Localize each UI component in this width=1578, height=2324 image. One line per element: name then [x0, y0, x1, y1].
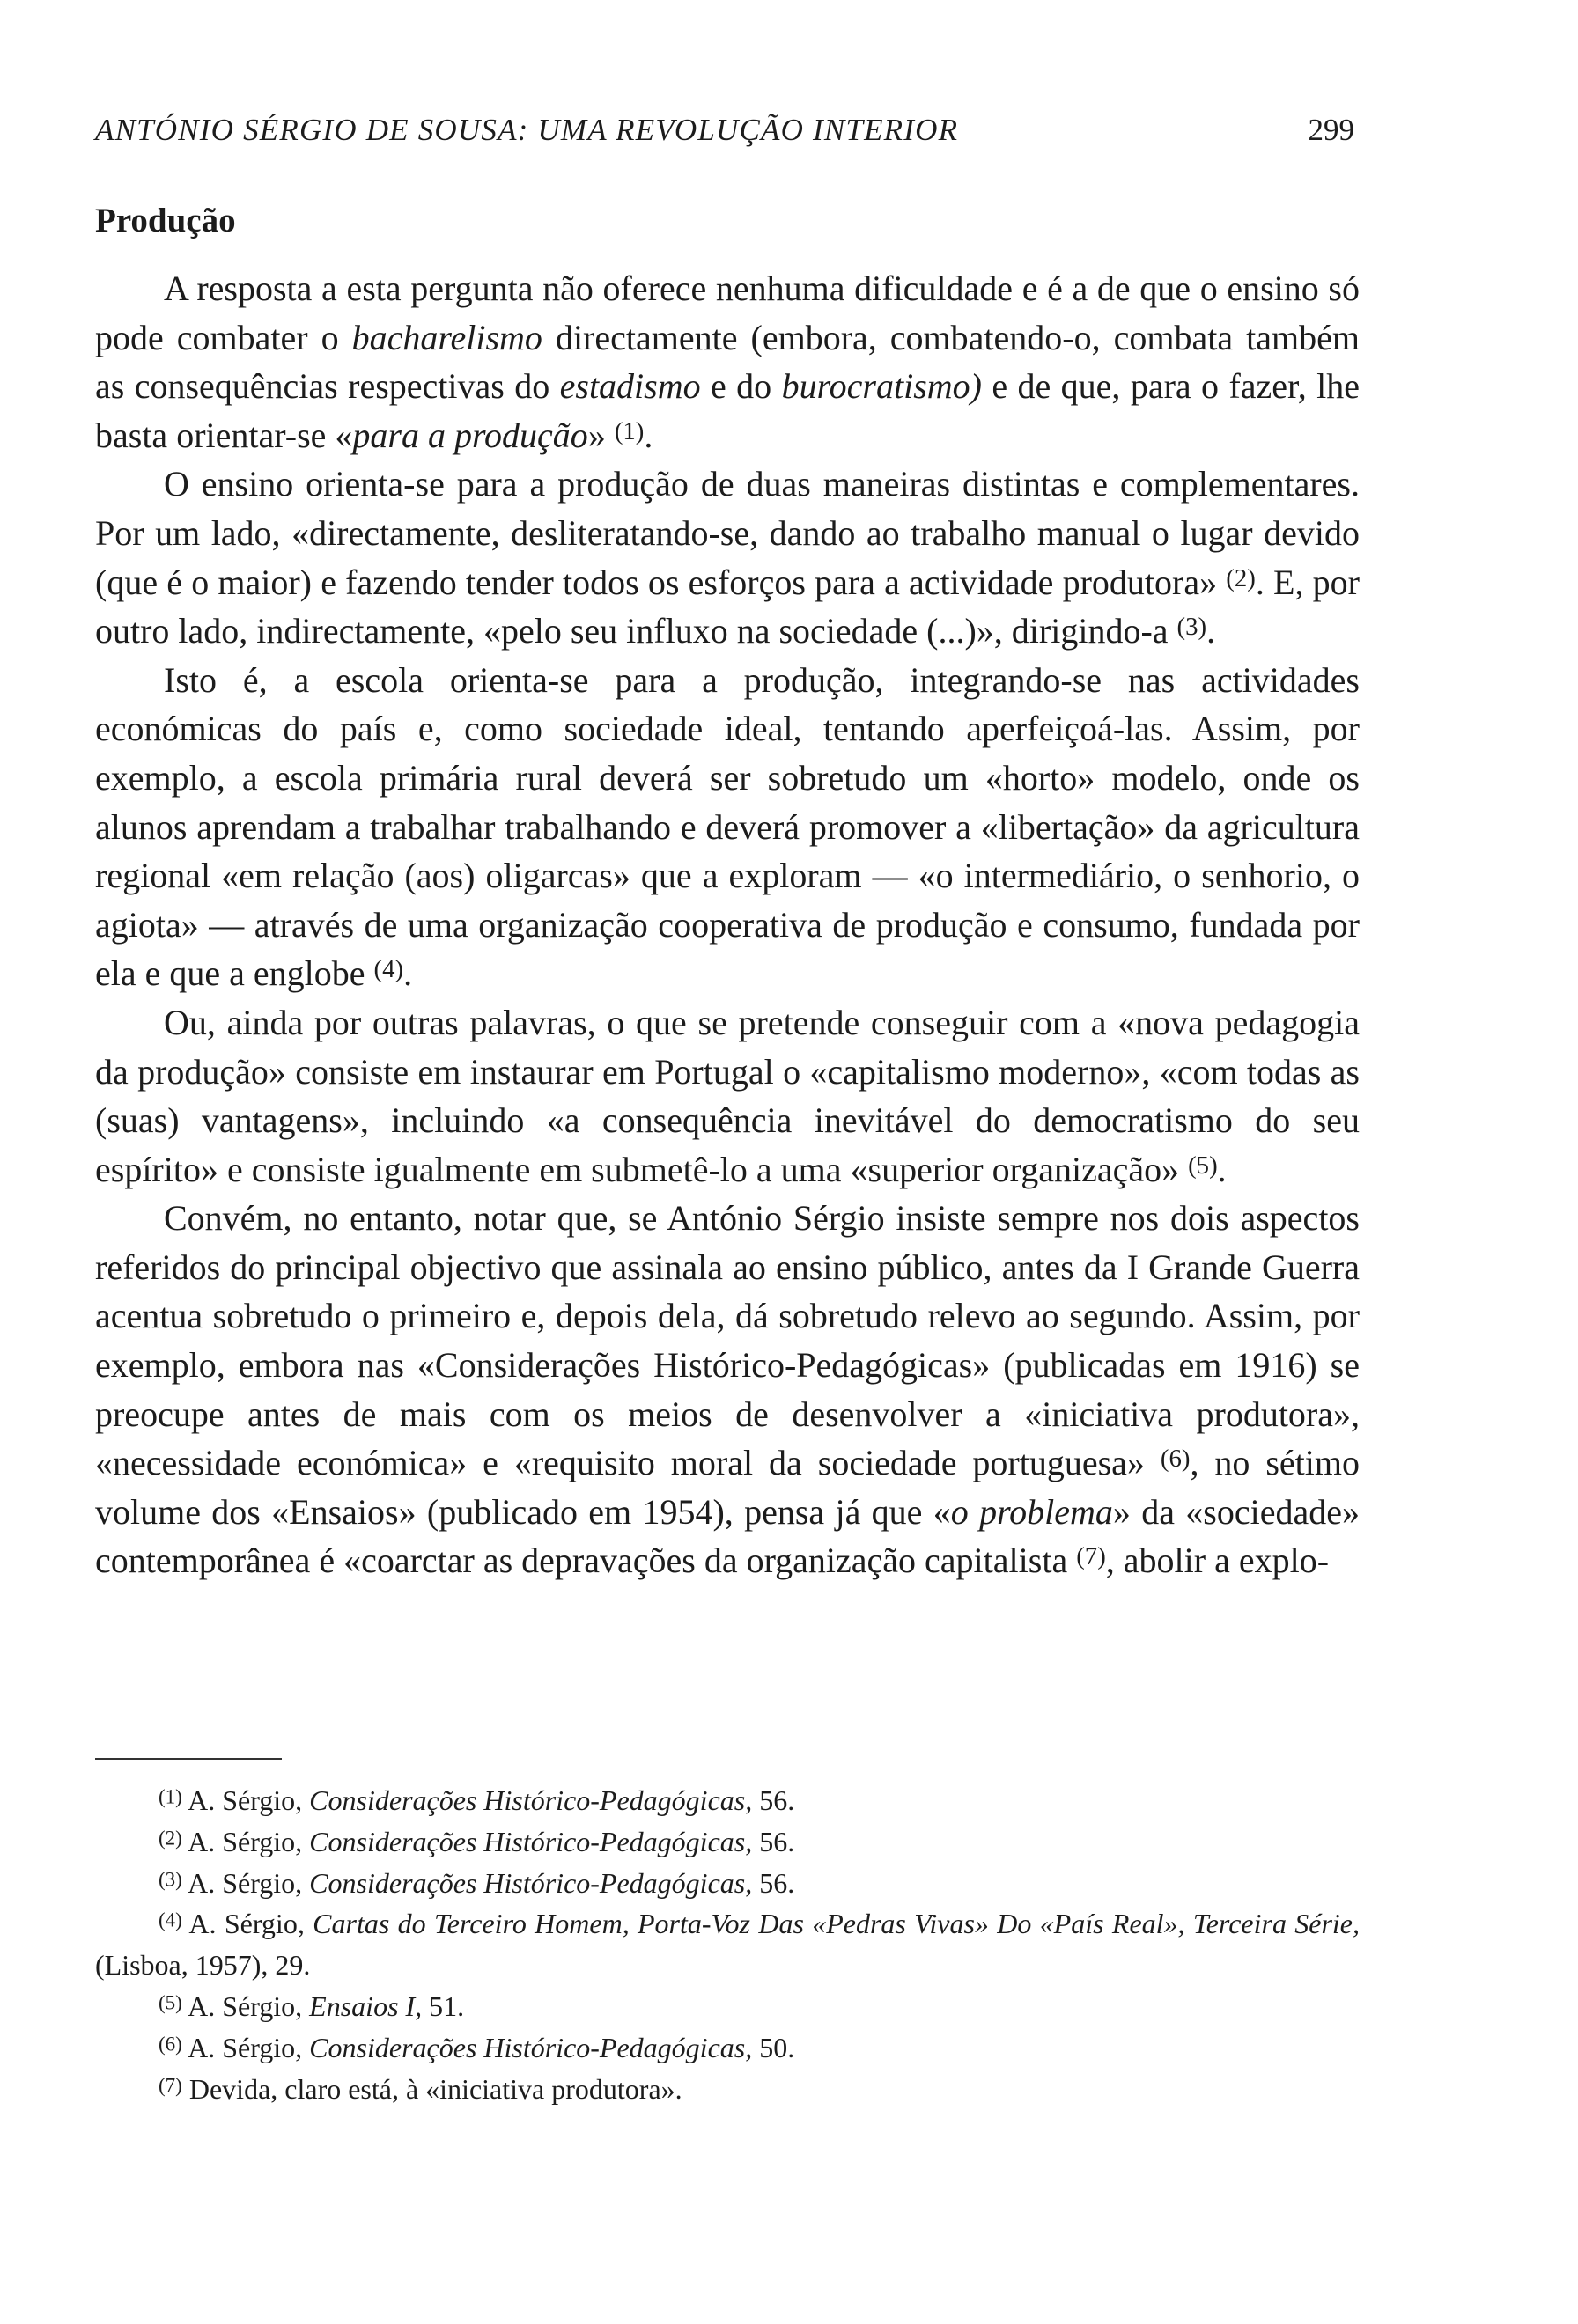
- text-run: .: [1206, 611, 1216, 651]
- text-run: . E, por outro lado, indirectamente, «pelo seu influxo na sociedade (...)», dirigindo-a: [95, 562, 1360, 651]
- text-run: A. Sérgio,: [181, 1866, 310, 1899]
- footnote-number: (6): [159, 2032, 182, 2056]
- italic-text: bacharelismo: [351, 317, 542, 357]
- footnote-divider: [95, 1758, 282, 1760]
- running-title: ANTÓNIO SÉRGIO DE SOUSA: UMA REVOLUÇÃO INTERIOR: [95, 113, 959, 147]
- footnote: [95, 1780, 1360, 1821]
- footnote-number: (7): [159, 2073, 182, 2097]
- text-run: , abolir a explo-: [1105, 1541, 1330, 1581]
- text-run: A. Sérgio,: [181, 1908, 313, 1940]
- footnote-number: (2): [159, 1826, 182, 1850]
- footnote-reference: (7): [1076, 1542, 1106, 1571]
- page-number: 299: [1308, 113, 1354, 147]
- paragraph: [95, 656, 1360, 998]
- text-run: e de que, para o fazer, lhe basta orientar-se «: [95, 366, 1360, 455]
- text-run: directamente (embora, combatendo-o, combata também as consequências respectivas do: [95, 317, 1360, 407]
- footnote-number: (4): [159, 1908, 182, 1932]
- body-text: [95, 264, 1360, 1585]
- footnote-reference: (1): [614, 416, 645, 445]
- text-run: A. Sérgio,: [181, 1784, 310, 1816]
- text-run: 56.: [752, 1866, 795, 1899]
- text-run: , no sétimo volume dos «Ensaios» (publicado em 1954), pensa já que «: [95, 1443, 1360, 1532]
- footnotes: [95, 1780, 1360, 2109]
- text-run: .: [1217, 1149, 1227, 1189]
- italic-text: Cartas do Terceiro Homem, Porta-Voz Das «Pedras Vivas» Do «País Real», Terceira Série,: [313, 1908, 1360, 1940]
- text-run: » da «sociedade» contemporânea é «coarctar as depravações da organização capitalista: [95, 1491, 1360, 1581]
- footnote-reference: (6): [1160, 1445, 1191, 1474]
- text-run: »: [587, 415, 615, 455]
- footnote-number: (3): [159, 1867, 182, 1891]
- text-run: A. Sérgio,: [181, 1989, 310, 2022]
- text-run: .: [644, 415, 653, 455]
- text-run: .: [403, 953, 413, 994]
- text-run: O ensino orienta-se para a produção de duas maneiras distintas e complementares. Por um lado, «directamente, desliteratando-se, dando ao trabalho manual o lugar devido (que é o maior) e fazendo tender todos os esforços para a actividade produtora»: [95, 464, 1360, 602]
- footnote-reference: (4): [373, 955, 404, 984]
- paragraph: [95, 264, 1360, 460]
- italic-text: Ensaios I,: [309, 1989, 423, 2022]
- text-run: 51.: [422, 1989, 465, 2022]
- italic-text: o problema: [950, 1491, 1113, 1532]
- text-run: e do: [700, 366, 782, 407]
- footnote: [95, 2027, 1360, 2069]
- section-title: Produção: [95, 202, 236, 239]
- footnote: [95, 1863, 1360, 1904]
- italic-text: Considerações Histórico-Pedagógicas,: [309, 1825, 753, 1857]
- text-run: Isto é, a escola orienta-se para a produção, integrando-se nas actividades económicas do país e, como sociedade ideal, tentando aperfeiçoá-las. Assim, por exemplo, a escola primária rural deverá ser sobretudo um «horto» modelo, onde os alunos aprendam a trabalhar trabalhando e deverá promover a «libertação» da agricultura regional «em relação (aos) oligarcas» que a exploram — «o intermediário, o senhorio, o agiota» — através de uma organização cooperativa de produção e consumo, fundada por ela e que a englobe: [95, 659, 1360, 994]
- text-run: A resposta a esta pergunta não oferece nenhuma dificuldade e é a de que o ensino só pode combater o: [95, 268, 1360, 357]
- text-run: A. Sérgio,: [181, 2031, 310, 2063]
- text-run: Ou, ainda por outras palavras, o que se pretende conseguir com a «nova pedagogia da produção» consiste em instaurar em Portugal o «capitalismo moderno», «com todas as (suas) vantagens», incluindo «a consequência inevitável do democratismo do seu espírito» e consiste igualmente em submetê-lo a uma «superior organização»: [95, 1002, 1360, 1189]
- paragraph: [95, 1194, 1360, 1585]
- footnote: [95, 1903, 1360, 1986]
- footnote-number: (1): [159, 1784, 182, 1808]
- text-run: A. Sérgio,: [181, 1825, 310, 1857]
- footnote: [95, 2069, 1360, 2110]
- text-run: 56.: [752, 1825, 795, 1857]
- italic-text: para a produção: [352, 415, 588, 455]
- italic-text: estadismo: [559, 366, 701, 407]
- footnote-reference: (3): [1176, 612, 1207, 641]
- footnote: [95, 1986, 1360, 2027]
- italic-text: Considerações Histórico-Pedagógicas,: [309, 1784, 753, 1816]
- footnote-reference: (2): [1226, 563, 1256, 592]
- text-run: Devida, claro está, à «iniciativa produtora».: [181, 2072, 682, 2105]
- text-run: Convém, no entanto, notar que, se António Sérgio insiste sempre nos dois aspectos referidos do principal objectivo que assinala ao ensino público, antes da I Grande Guerra acentua sobretudo o primeiro e, depois dela, dá sobretudo relevo ao segundo. Assim, por exemplo, embora nas «Considerações Histórico-Pedagógicas» (publicadas em 1916) se preocupe antes de mais com os meios de desenvolver a «iniciativa produtora», «necessidade económica» e «requisito moral da sociedade portuguesa»: [95, 1198, 1360, 1483]
- paragraph: [95, 998, 1360, 1194]
- footnote-reference: (5): [1188, 1151, 1218, 1180]
- italic-text: Considerações Histórico-Pedagógicas,: [309, 1866, 753, 1899]
- footnote: [95, 1821, 1360, 1863]
- paragraph: [95, 460, 1360, 655]
- italic-text: Considerações Histórico-Pedagógicas,: [309, 2031, 753, 2063]
- footnote-number: (5): [159, 1990, 182, 2014]
- text-run: (Lisboa, 1957), 29.: [95, 1949, 311, 1982]
- text-run: 50.: [752, 2031, 795, 2063]
- text-run: 56.: [752, 1784, 795, 1816]
- italic-text: burocratismo): [781, 366, 982, 407]
